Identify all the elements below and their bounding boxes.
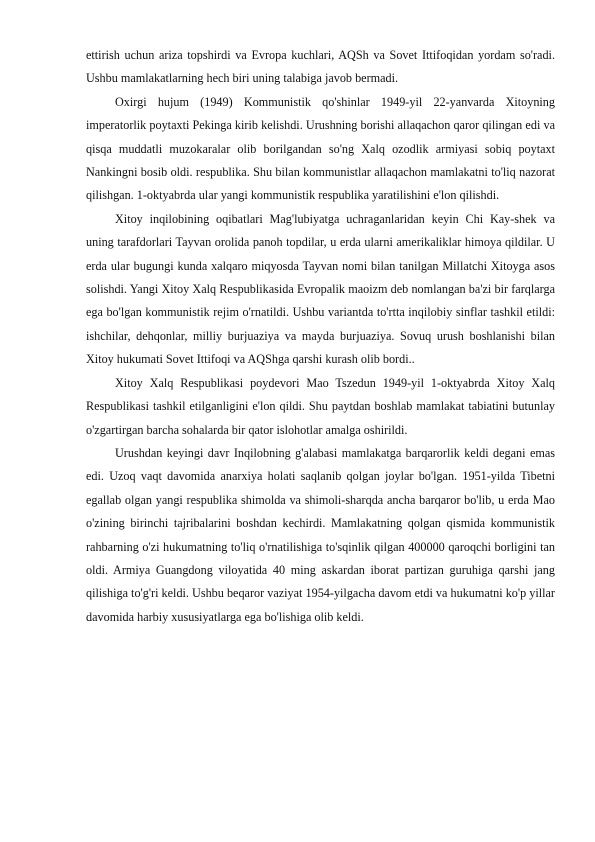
paragraph-prc-foundation: Xitoy Xalq Respublikasi poydevori Mao Tszedun 1949-yil 1-oktyabrda Xitoy Xalq Respublikasi tashkil etilganligini e'lon qildi. Shu paytdan boshlab mamlakat tabiatini butunlay o'zgartirgan barcha sohalarda bir qator islohotlar amalga oshirildi. <box>86 375 555 437</box>
paragraph-consequences: Xitoy inqilobining oqibatlari Mag'lubiyatga uchraganlaridan keyin Chi Kay-shek va uning tarafdorlari Tayvan orolida panoh topdilar, u erda ularni amerikaliklar himoya qildilar. U erda ular bugungi kunda xalqaro miqyosda Tayvan nomi bilan tanilgan Millatchi Xitoyga asos solishdi. Yangi Xitoy Xalq Respublikasida Evropalik maoizm deb nomlangan ba'zi bir farqlarga ega bo'lgan kommunistik rejim o'rnatildi. Ushbu variantda to'rtta inqilobiy sinflar tashkil etildi: ishchilar, dehqonlar, milliy burjuaziya va mayda burjuaziya. Sovuq urush boshlanishi bilan Xitoy hukumati Sovet Ittifoqi va AQShga qarshi kurash olib bordi.. <box>86 211 555 367</box>
document-page <box>86 44 555 629</box>
paragraph-final-offensive: Oxirgi hujum (1949) Kommunistik qo'shinlar 1949-yil 22-yanvarda Xitoyning imperatorlik poytaxti Pekinga kirib kelishdi. Urushning borishi allaqachon qaror qilingan edi va qisqa muddatli muzokaralar olib borilgandan so'ng Xalq ozodlik armiyasi sobiq poytaxt Nankingni bosib oldi. respublika. Shu bilan kommunistlar allaqachon mamlakatni to'liq nazorat qilishgan. 1-oktyabrda ular yangi kommunistik respublika yaratilishini e'lon qilishdi. <box>86 94 555 203</box>
paragraph-postwar-period: Urushdan keyingi davr Inqilobning g'alabasi mamlakatga barqarorlik keldi degani emas edi. Uzoq vaqt davomida anarxiya holati saqlanib qolgan joylar bo'lgan. 1951-yilda Tibetni egallab olgan yangi respublika shimolda va shimoli-sharqda ancha barqaror bo'lib, u erda Mao o'zining birinchi tajribalarini boshdan kechirdi. Mamlakatning qolgan qismida kommunistik rahbarning o'zi hukumatning to'liq o'rnatilishiga to'sqinlik qilgan 400000 qaroqchi borligini tan oldi. Armiya Guangdong viloyatida 40 ming askardan iborat partizan guruhiga qarshi jang qilishiga to'g'ri keldi. Ushbu beqaror vaziyat 1954-yilgacha davom etdi va hukumatni ko'p yillar davomida harbiy xususiyatlarga ega bo'lishiga olib keldi. <box>86 445 555 624</box>
paragraph-continued: ettirish uchun ariza topshirdi va Evropa kuchlari, AQSh va Sovet Ittifoqidan yordam so'radi. Ushbu mamlakatlarning hech biri uning talabiga javob bermadi. <box>86 48 555 86</box>
